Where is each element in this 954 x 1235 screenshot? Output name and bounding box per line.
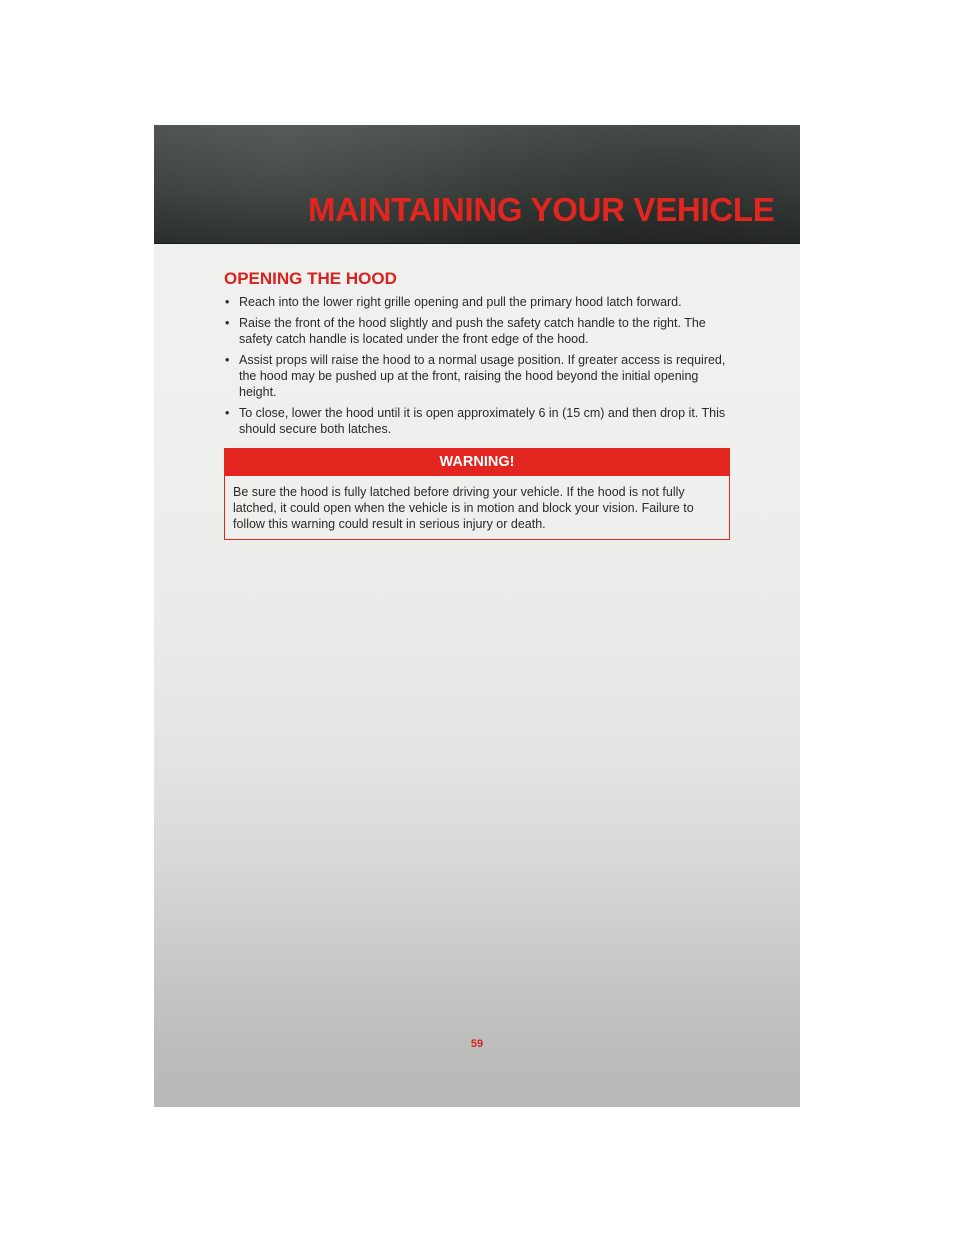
list-item-text: To close, lower the hood until it is open approximately 6 in (15 cm) and then drop it. This should secure both latches. <box>239 406 726 436</box>
list-item-text: Raise the front of the hood slightly and push the safety catch handle to the right. The safety catch handle is located under the front edge of the hood. <box>239 316 706 346</box>
list-item-text: Reach into the lower right grille opening and pull the primary hood latch forward. <box>239 295 682 309</box>
bullet-icon: • <box>225 316 230 330</box>
page-number: 59 <box>470 1038 484 1050</box>
warning-title: WARNING! <box>225 449 729 476</box>
list-item <box>224 315 729 347</box>
bullet-icon: • <box>225 295 230 309</box>
header-band <box>154 125 800 244</box>
bullet-icon: • <box>225 406 230 420</box>
manual-page <box>154 125 800 1107</box>
list-item <box>224 405 729 437</box>
bullet-icon: • <box>225 353 230 367</box>
list-item-text: Assist props will raise the hood to a normal usage position. If greater access is required, the hood may be pushed up at the front, raising the hood beyond the initial opening height. <box>239 353 726 399</box>
list-item <box>224 352 729 400</box>
section-heading: OPENING THE HOOD <box>224 269 397 288</box>
list-item <box>224 294 729 310</box>
chapter-title: MAINTAINING YOUR VEHICLE <box>308 191 775 228</box>
warning-box <box>224 448 730 540</box>
instruction-list <box>224 294 729 442</box>
warning-text: Be sure the hood is fully latched before driving your vehicle. If the hood is not fully latched, it could open when the vehicle is in motion and block your vision. Failure to follow this warning could result in serious injury or death. <box>233 485 694 531</box>
